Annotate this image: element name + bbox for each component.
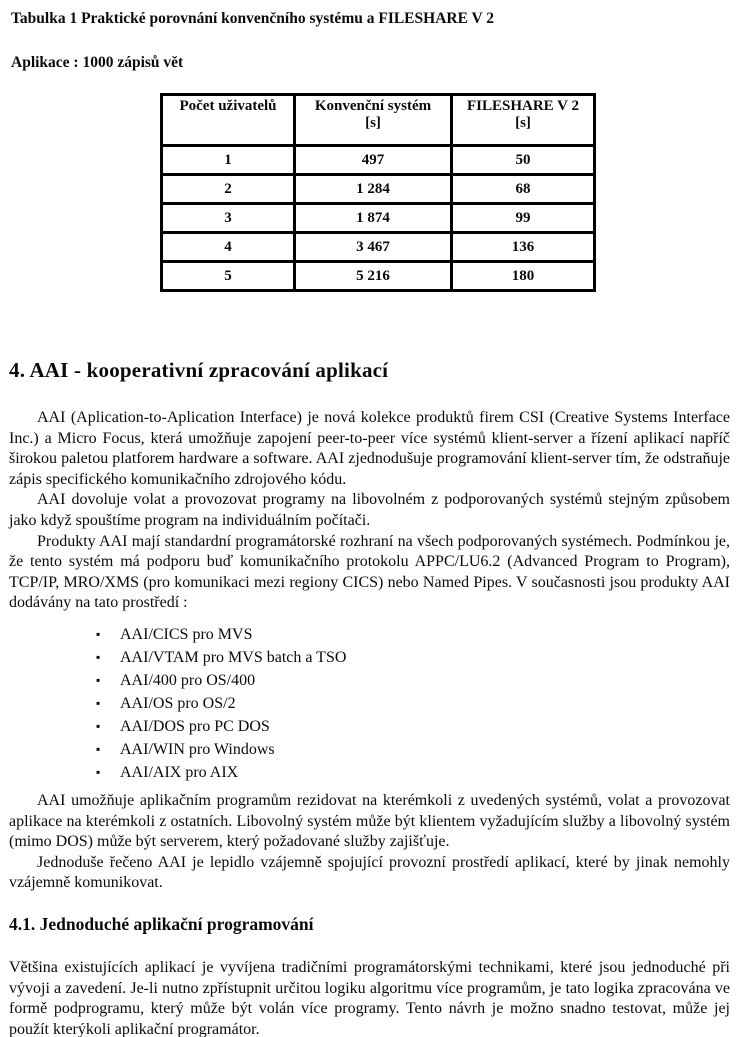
table-row [162, 262, 595, 291]
list-item-label: AAI/400 pro OS/400 [120, 671, 256, 689]
paragraph: Jednoduše řečeno AAI je lepidlo vzájemně spojující provozní prostředí aplikací, které by jinak nemohly vzájemně komunikovat. [9, 853, 730, 892]
bullet-square-icon: ▪ [96, 672, 101, 687]
list-item [96, 692, 730, 715]
cell-fileshare: 68 [452, 175, 595, 204]
table-row [162, 146, 595, 175]
header-users-label: Počet uživatelů [179, 98, 277, 114]
paragraph: AAI (Aplication-to-Aplication Interface) je nová kolekce produktů firem CSI (Creative Systems Interface Inc.) a Micro Focus, která umožňuje zapojení peer-to-peer více systémů klient-server a řízení aplikací napříč širokou paletou platforem hardware a software. AAI zjednodušuje programování klient-server tím, že odstraňuje zápis specifického komunikačního zdrojového kódu. [9, 409, 730, 488]
cell-conventional: 1 284 [295, 175, 452, 204]
table-row [162, 175, 595, 204]
list-item [96, 646, 730, 669]
paragraph: Většina existujících aplikací je vyvíjena tradičními programátorskými technikami, které jsou jednoduché při vývoji a zavedení. Je-li nutno zpřístupnit určitou logiku algoritmu více programům, je tato logika zpracována ve formě podprogramu, který může být volán více programy. Tento návrh je možno snadno testovat, může jej použít kterýkoli aplikační programátor. [9, 958, 730, 1037]
list-item-label: AAI/OS pro OS/2 [120, 694, 236, 712]
header-fileshare-unit: [s] [515, 115, 531, 131]
header-conventional-label: Konvenční systém [314, 98, 432, 114]
bullet-square-icon: ▪ [96, 626, 101, 641]
list-item-label: AAI/CICS pro MVS [120, 625, 253, 643]
list-item-label: AAI/DOS pro PC DOS [120, 717, 270, 735]
bullet-square-icon: ▪ [96, 741, 101, 756]
product-list [9, 623, 730, 784]
cell-conventional: 1 874 [295, 204, 452, 233]
bullet-square-icon: ▪ [96, 718, 101, 733]
cell-fileshare: 50 [452, 146, 595, 175]
section-heading: 4. AAI - kooperativní zpracování aplikací [9, 358, 389, 382]
cell-users: 3 [162, 204, 295, 233]
list-item-label: AAI/VTAM pro MVS batch a TSO [120, 648, 347, 666]
cell-fileshare: 99 [452, 204, 595, 233]
cell-conventional: 3 467 [295, 233, 452, 262]
list-item [96, 738, 730, 761]
comparison-table [160, 93, 596, 292]
header-conventional [295, 95, 452, 146]
cell-users: 2 [162, 175, 295, 204]
bullet-square-icon: ▪ [96, 695, 101, 710]
header-fileshare-label: FILESHARE V 2 [467, 98, 579, 114]
table-row [162, 204, 595, 233]
list-item-label: AAI/AIX pro AIX [120, 763, 239, 781]
list-item-label: AAI/WIN pro Windows [120, 740, 275, 758]
cell-users: 5 [162, 262, 295, 291]
cell-conventional: 497 [295, 146, 452, 175]
bullet-square-icon: ▪ [96, 649, 101, 664]
header-fileshare [452, 95, 595, 146]
paragraph: AAI dovoluje volat a provozovat programy na libovolném z podporovaných systémů stejným způsobem jako když spouštíme program na individuálním počítači. [9, 491, 730, 529]
application-note: Aplikace : 1000 zápisů vět [11, 54, 184, 71]
list-item [96, 761, 730, 784]
cell-fileshare: 136 [452, 233, 595, 262]
list-item [96, 623, 730, 646]
bullet-square-icon: ▪ [96, 764, 101, 779]
cell-conventional: 5 216 [295, 262, 452, 291]
table-caption: Tabulka 1 Praktické porovnání konvenčního systému a FILESHARE V 2 [11, 10, 495, 27]
header-conventional-unit: [s] [365, 115, 381, 131]
list-item [96, 715, 730, 738]
header-users [162, 95, 295, 146]
table-body [162, 146, 595, 291]
cell-users: 1 [162, 146, 295, 175]
table-row [162, 233, 595, 262]
cell-fileshare: 180 [452, 262, 595, 291]
table-header [162, 95, 595, 146]
subsection-heading: 4.1. Jednoduché aplikační programování [9, 913, 314, 934]
table-header-row [162, 95, 595, 146]
paragraph: Produkty AAI mají standardní programátorské rozhraní na všech podporovaných systémech. Podmínkou je, že tento systém má podporu buď komunikačního protokolu APPC/LU6.2 (Advanced Program to Program), TCP/IP, MRO/XMS (pro komunikaci mezi regiony CICS) nebo Named Pipes. V současnosti jsou produkty AAI dodávány na tato prostředí : [9, 532, 730, 612]
cell-users: 4 [162, 233, 295, 262]
list-item [96, 669, 730, 692]
paragraph: AAI umožňuje aplikačním programům rezidovat na kterémkoli z uvedených systémů, volat a provozovat aplikace na kterémkoli z ostatních. Libovolný systém může být klientem vyžadujícím služby a libovolný systém (mimo DOS) může být serverem, který požadované služby zajišťuje. [9, 791, 730, 851]
